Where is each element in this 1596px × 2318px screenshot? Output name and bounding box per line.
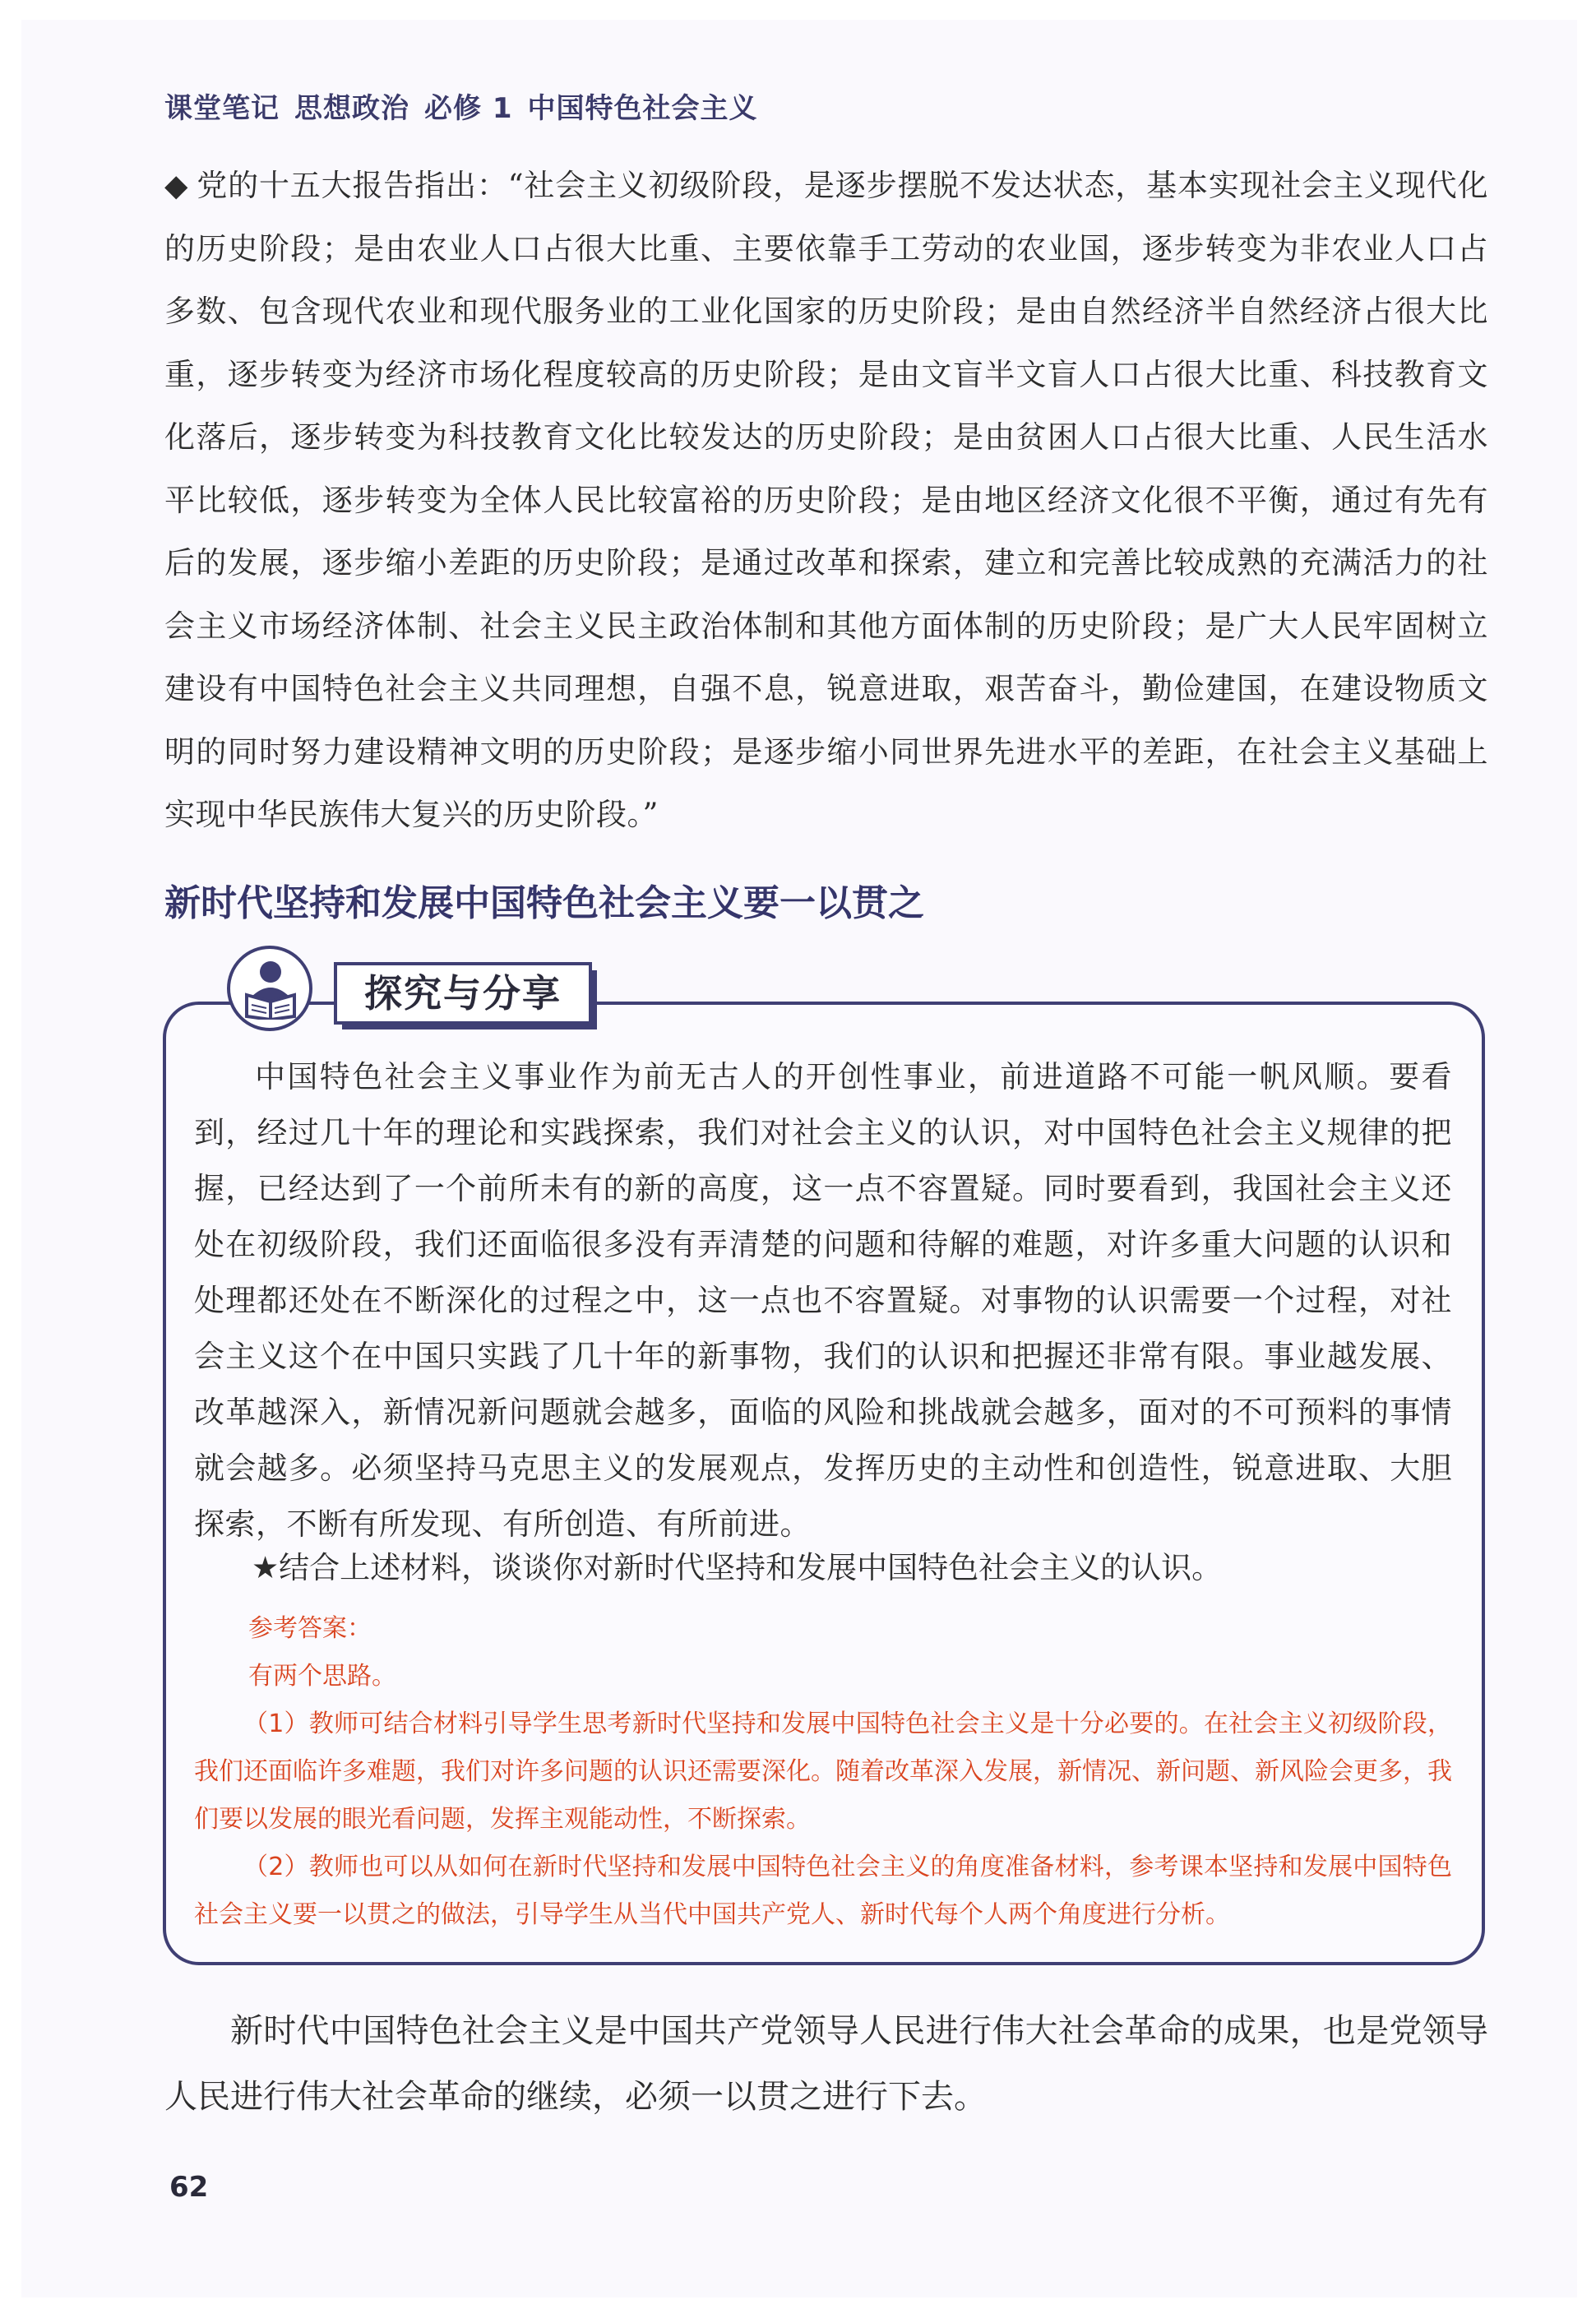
closing-paragraph: 新时代中国特色社会主义是中国共产党领导人民进行伟大社会革命的成果，也是党领导人民进行伟大社会革命的继续，必须一以贯之进行下去。 [164,2012,1488,2116]
page-number: 62 [169,2171,209,2204]
reference-answer [194,1605,1452,1939]
header-volume: 必修 1 [424,92,513,125]
answer-label: 参考答案： [248,1614,372,1643]
answer-point-1: （1）教师可结合材料引导学生思考新时代坚持和发展中国特色社会主义是十分必要的。在社会主义初级阶段，我们还面临许多难题，我们对许多问题的认识还需要深化。随着改革深入发展，新情况、新问题、新风险会更多，我们要以发展的眼光看问题，发挥主观能动性，不断探索。 [194,1710,1452,1834]
quote-text: 党的十五大报告指出：“社会主义初级阶段，是逐步摆脱不发达状态，基本实现社会主义现代化的历史阶段；是由农业人口占很大比重、主要依靠手工劳动的农业国，逐步转变为非农业人口占多数、包含现代农业和现代服务业的工业化国家的历史阶段；是由自然经济半自然经济占很大比重，逐步转变为经济市场化程度较高的历史阶段；是由文盲半文盲人口占很大比重、科技教育文化落后，逐步转变为科技教育文化比较发达的历史阶段；是由贫困人口占很大比重、人民生活水平比较低，逐步转变为全体人民比较富裕的历史阶段；是由地区经济文化很不平衡，通过有先有后的发展，逐步缩小差距的历史阶段；是通过改革和探索，建立和完善比较成熟的充满活力的社会主义市场经济体制、社会主义民主政治体制和其他方面体制的历史阶段；是广大人民牢固树立建设有中国特色社会主义共同理想，自强不息，锐意进取，艰苦奋斗，勤俭建国，在建设物质文明的同时努力建设精神文明的历史阶段；是逐步缩小同世界先进水平的差距，在社会主义基础上实现中华民族伟大复兴的历史阶段。” [164,168,1488,832]
reader-icon [227,946,312,1031]
running-header [164,86,758,126]
header-book: 课堂笔记 [164,92,280,125]
section-title: 新时代坚持和发展中国特色社会主义要一以贯之 [164,882,924,924]
answer-point-2: （2）教师也可以从如何在新时代坚持和发展中国特色社会主义的角度准备材料，参考课本坚持和发展中国特色社会主义要一以贯之的做法，引导学生从当代中国共产党人、新时代每个人两个角度进行分析。 [194,1853,1452,1929]
box-question: ★结合上述材料，谈谈你对新时代坚持和发展中国特色社会主义的认识。 [252,1550,1223,1585]
diamond-bullet-icon: ◆ [164,168,189,203]
header-subject: 思想政治 [294,92,409,125]
box-paragraph: 中国特色社会主义事业作为前无古人的开创性事业，前进道路不可能一帆风顺。要看到，经过几十年的理论和实践探索，我们对社会主义的认识，对中国特色社会主义规律的把握，已经达到了一个前所未有的新的高度，这一点不容置疑。同时要看到，我国社会主义还处在初级阶段，我们还面临很多没有弄清楚的问题和待解的难题，对许多重大问题的认识和处理都还处在不断深化的过程之中，这一点也不容置疑。对事物的认识需要一个过程，对社会主义这个在中国只实践了几十年的新事物，我们的认识和把握还非常有限。事业越发展、改革越深入，新情况新问题就会越多，面临的风险和挑战就会越多，面对的不可预料的事情就会越多。必须坚持马克思主义的发展观点，发挥历史的主动性和创造性，锐意进取、大胆探索，不断有所发现、有所创造、有所前进。 [194,1059,1452,1542]
header-title: 中国特色社会主义 [527,92,758,125]
box-label: 探究与分享 [334,962,592,1025]
quote-paragraph [164,155,1488,847]
answer-intro: 有两个思路。 [248,1662,396,1691]
